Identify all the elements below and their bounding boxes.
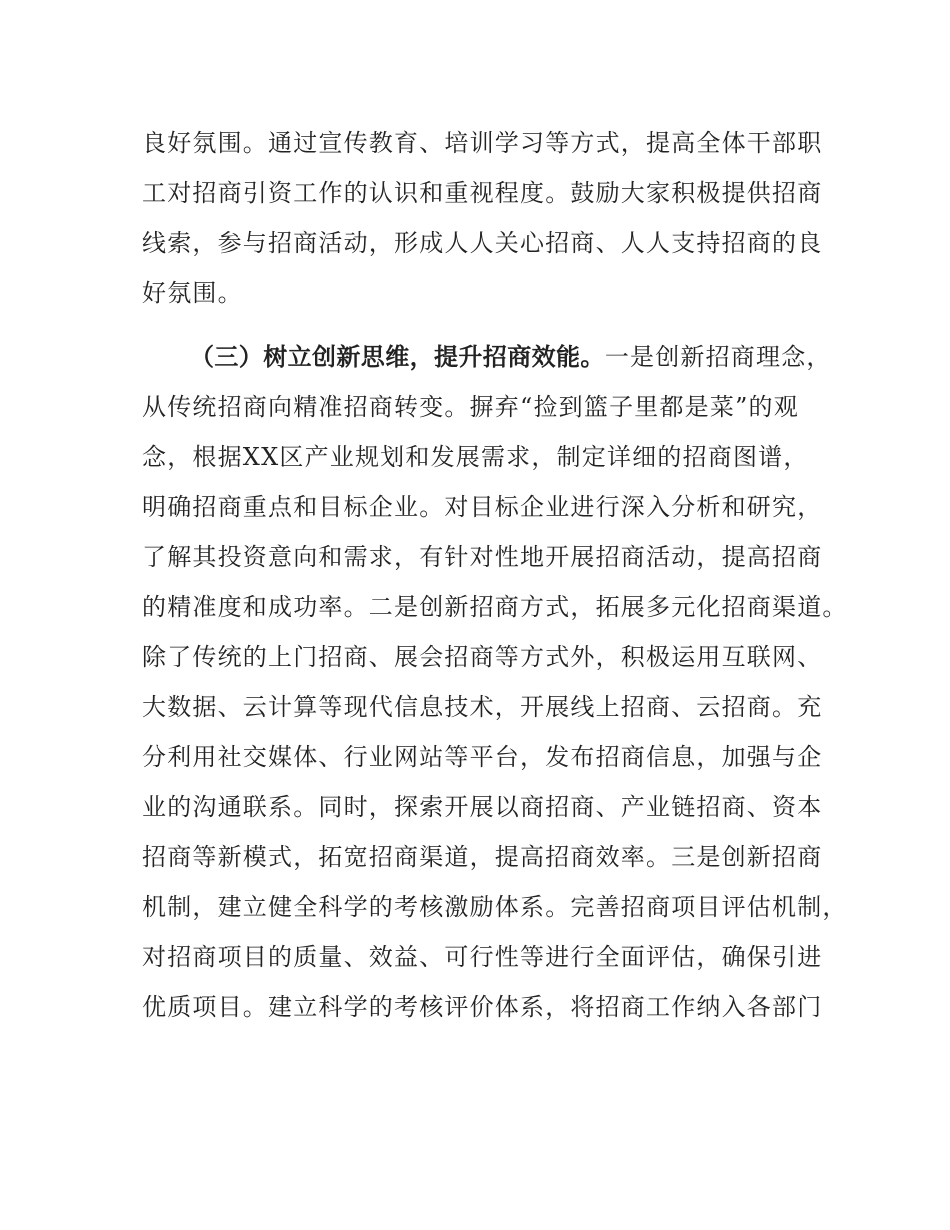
paragraph-line: 线索，参与招商活动，形成人人关心招商、人人支持招商的良 <box>142 229 823 257</box>
paragraph-line: 的精准度和成功率。二是创新招商方式，拓展多元化招商渠道。 <box>142 593 848 621</box>
paragraph-line: 分利用社交媒体、行业网站等平台，发布招商信息，加强与企 <box>142 743 823 771</box>
paragraph-line: 业的沟通联系。同时，探索开展以商招商、产业链招商、资本 <box>142 793 823 821</box>
paragraph-line: 除了传统的上门招商、展会招商等方式外，积极运用互联网、 <box>142 643 823 671</box>
paragraph-line: 招商等新模式，拓宽招商渠道，提高招商效率。三是创新招商 <box>142 843 823 871</box>
paragraph-line: 明确招商重点和目标企业。对目标企业进行深入分析和研究， <box>142 493 823 521</box>
paragraph-line: 好氛围。 <box>142 279 243 307</box>
paragraph-line: 大数据、云计算等现代信息技术，开展线上招商、云招商。充 <box>142 693 823 721</box>
paragraph-line: 优质项目。建立科学的考核评价体系，将招商工作纳入各部门 <box>142 993 823 1021</box>
paragraph-line: 了解其投资意向和需求，有针对性地开展招商活动，提高招商 <box>142 543 823 571</box>
section-first-line-text: 一是创新招商理念， <box>604 343 832 371</box>
paragraph-line: 念，根据XX区产业规划和发展需求，制定详细的招商图谱， <box>142 443 809 471</box>
paragraph-line: 机制，建立健全科学的考核激励体系。完善招商项目评估机制， <box>142 893 848 921</box>
paragraph-line: 工对招商引资工作的认识和重视程度。鼓励大家积极提供招商 <box>142 179 823 207</box>
section-heading: （三）树立创新思维，提升招商效能。 <box>190 343 605 371</box>
paragraph-line: 对招商项目的质量、效益、可行性等进行全面评估，确保引进 <box>142 943 823 971</box>
paragraph-line: 良好氛围。通过宣传教育、培训学习等方式，提高全体干部职 <box>142 129 823 157</box>
section-first-line <box>190 341 832 373</box>
paragraph-line: 从传统招商向精准招商转变。摒弃“捡到篮子里都是菜”的观 <box>142 393 799 421</box>
